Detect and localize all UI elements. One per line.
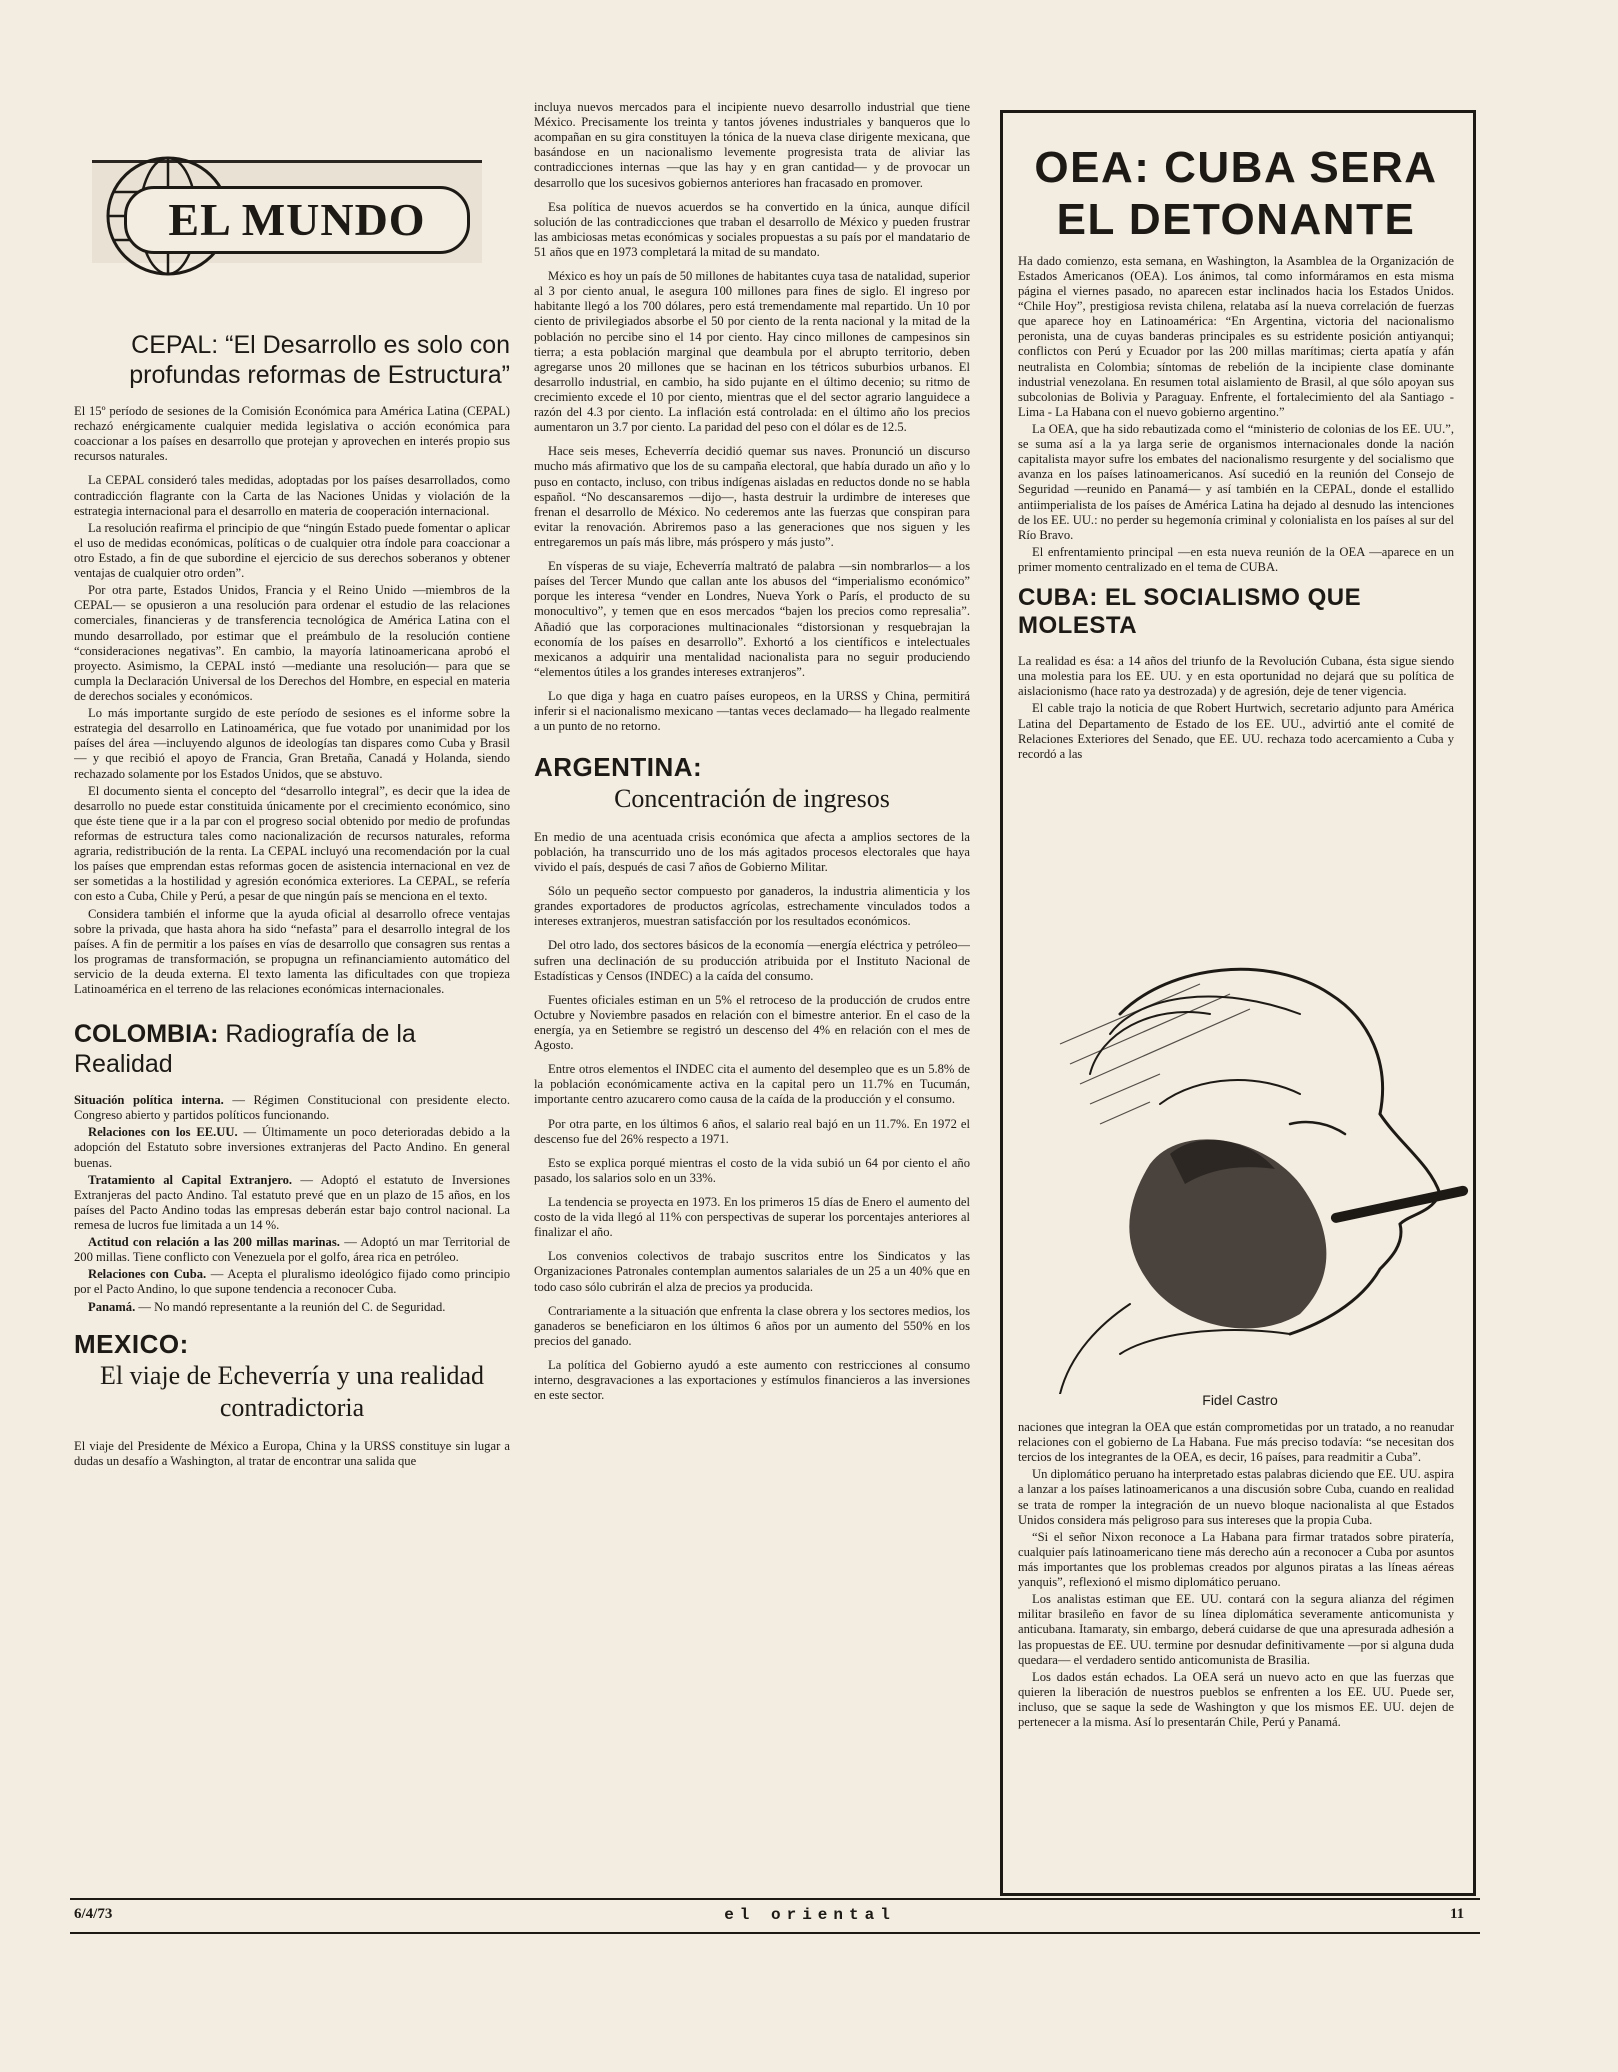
footer-date: 6/4/73: [74, 1906, 113, 1922]
argentina-paragraph: La tendencia se proyecta en 1973. En los primeros 15 días de Enero el aumento del costo de la vida llegó al 11% con perspectivas de superar los porcentajes anteriores al finalizar el año.: [534, 1194, 970, 1240]
column-3-top: [1018, 122, 1454, 922]
cepal-article: [74, 404, 510, 997]
colombia-item: Relaciones con los EE.UU. — Últimamente un poco deterioradas debido a la adopción del Estatuto sobre inversiones extranjeras del Pacto Andino. En general buenas.: [74, 1125, 510, 1170]
mexico-title: MEXICO:: [74, 1328, 189, 1359]
el-mundo-logo: [92, 142, 482, 282]
cepal-title: CEPAL: “El Desarrollo es solo con profundas reformas de Estructura”: [129, 331, 510, 389]
logo-wordmark: EL MUNDO: [124, 186, 470, 254]
argentina-paragraph: Esto se explica porqué mientras el costo de la vida subió un 64 por ciento el año pasado, los salarios solo en un 33%.: [534, 1155, 970, 1185]
cuba-paragraph: naciones que integran la OEA que están comprometidas por un tratado, a no reanudar relaciones con el gobierno de La Habana. Fue más preciso todavía: “se necesitan dos tercios de los integrantes de la OEA, es decir, 16 países, para readmitir a Cuba”.: [1018, 1420, 1454, 1465]
colombia-item: Situación política interna. — Régimen Constitucional con presidente electo. Congreso abierto y partidos políticos funcionando.: [74, 1093, 510, 1123]
colombia-item: Relaciones con Cuba. — Acepta el pluralismo ideológico fijado como principio por el Pacto Andino, lo que supone tendencia a reconocer Cuba.: [74, 1267, 510, 1297]
colombia-item: Actitud con relación a las 200 millas marinas. — Adoptó un mar Territorial de 200 millas. Tiene conflicto con Venezuela por el golfo, área rica en petróleo.: [74, 1235, 510, 1265]
oea-title-line-1: OEA: CUBA SERA: [1034, 143, 1438, 192]
oea-headline: [1018, 142, 1454, 246]
argentina-paragraph: En medio de una acentuada crisis económica que afecta a amplios sectores de la población, ha transcurrido uno de los más agitados procesos electorales que haya vivido el país, después de casi 7 años de Gobierno Militar.: [534, 829, 970, 874]
argentina-paragraph: Por otra parte, en los últimos 6 años, el salario real bajó en un 11.7%. En 1972 el descenso fue del 26% respecto a 1971.: [534, 1116, 970, 1146]
argentina-subtitle: Concentración de ingresos: [614, 784, 890, 814]
cepal-paragraph: El documento sienta el concepto del “desarrollo integral”, es decir que la idea de desarrollo no puede estar constituida únicamente por el crecimiento económico, sino que éste tiene que ir a la par con el progreso social obtenido por medio de profundas reformas de estructura tales como nacionalización de recursos naturales, reforma agraria, redistribución de la renta. La CEPAL incluyó una recomendación por la cual los países que emprendan estas reformas gocen de asistencia internacional en vez de ser sometidas a la hostilidad y agresión económica exteriores. La CEPAL, se refería con esto a Cuba, Chile y Perú, a pesar de que ningún país se menciona en el texto.: [74, 783, 510, 904]
argentina-paragraph: Fuentes oficiales estiman en un 5% el retroceso de la producción de crudos entre Octubre y Noviembre pasados en relación con el bimestre anterior. En el caso de la energía, ya en Setiembre se registró un descenso del 4% en relación con el mes de Agosto.: [534, 992, 970, 1053]
cuba-paragraph: Los dados están echados. La OEA será un nuevo acto en que las fuerzas que quieren la liberación de nuestros pueblos se enfrenten a los EE. UU. Puede ser, incluso, que se saque la sede de Washington y que los mismos EE. UU. dejen de pertenecer a la misma. Así lo presentarán Chile, Perú y Panamá.: [1018, 1669, 1454, 1730]
argentina-paragraph: Los convenios colectivos de trabajo suscritos entre los Sindicatos y las Organizaciones Patronales contemplan aumentos salariales de un 25 a un 40% que en todo caso sólo cubrirán el alza de precios ya producida.: [534, 1249, 970, 1294]
mexico-subtitle: El viaje de Echeverría y una realidad contradictoria: [99, 1360, 485, 1423]
argentina-paragraph: Sólo un pequeño sector compuesto por ganaderos, la industria alimenticia y los grandes exportadores de productos agrícolas, estrechamente vinculados todos a intereses extranjeros, muestran satisfacción por los resultados económicos.: [534, 884, 970, 929]
cuba-paragraph: La realidad es ésa: a 14 años del triunfo de la Revolución Cubana, ésta sigue siendo una molestia para los EE. UU. y en esta oportunidad no dejará que su política de aislacionismo (hace rato ya destrozada) y de agresión, deje de tener vigencia.: [1018, 654, 1454, 699]
column-2: [534, 100, 970, 1890]
footer-publication: el oriental: [724, 1906, 896, 1924]
oea-paragraph: Ha dado comienzo, esta semana, en Washington, la Asamblea de la Organización de Estados Americanos (OEA). Los ánimos, tal como informáramos en esta misma página el viernes pasado, no aparecen estar inclinados hacia los Estados Unidos. “Chile Hoy”, prestigiosa revista chilena, relataba así la nueva correlación de fuerzas que aparece hoy en Latinoamérica: “En Argentina, victoria del nacionalismo peronista, una de cuyas banderas principales es su estridente posición antiyanqui; conflictos con Perú y Ecuador por las 200 millas marítimas; cierta apatía y afán neutralista en Colombia; síntomas de rebelión de la incipiente clase dominante industrial venezolana. En resumen total aislamiento de Brasil, al que sólo apoyan sus subcolonias de Bolivia y Paraguay. Enfrente, el fortalecimiento del ala Santiago - Lima - La Habana con el nuevo gobierno argentino.”: [1018, 253, 1454, 419]
colombia-item: Tratamiento al Capital Extranjero. — Adoptó el estatuto de Inversiones Extranjeras del pacto Andino. Tal estatuto prevé que en un plazo de 15 años, en los países del Pacto Andino todas las empresas deberán estar bajo control nacional. La remesa de lucros fue limitada a un 14 %.: [74, 1172, 510, 1233]
column-1: [74, 330, 510, 1890]
cuba-headline: CUBA: EL SOCIALISMO QUE MOLESTA: [1018, 584, 1362, 640]
cepal-paragraph: La resolución reafirma el principio de que “ningún Estado puede fomentar o aplicar el uso de medidas económicas, políticas o de cualquier otra índole para coaccionar a otro Estado, a fin de que subordine el ejercicio de sus derechos soberanos y obtener ventajas de cualquier otro orden”.: [74, 520, 510, 581]
mexico-paragraph: Hace seis meses, Echeverría decidió quemar sus naves. Pronunció un discurso mucho más afirmativo que los de su campaña electoral, que había durado un año y lo puso en contacto, incluso, con tribus indígenas aisladas en reductos donde no se habla español. “No descansaremos —dijo—, hasta destruir la urdimbre de intereses que frenan el desarrollo de México. No cederemos ante las fuerzas que conspiran para evitar la renovación. Abriremos paso a las generaciones que nos siguen y les entregaremos un país más libre, más próspero y más justo”.: [534, 444, 970, 549]
argentina-paragraph: La política del Gobierno ayudó a este aumento con restricciones al consumo interno, desgravaciones a las exportaciones y estímulos financieros a las inversiones en este sector.: [534, 1357, 970, 1403]
footer-page-number: 11: [1450, 1906, 1465, 1922]
cuba-paragraph: Los analistas estiman que EE. UU. contará con la segura alianza del régimen militar brasileño en favor de su línea diplomática severamente anticomunista y anticubana. Itamaraty, sin embargo, deberá cuidarse de que una apresurada adhesión a las propuestas de EE. UU. termine por desnudar definitivamente —por si alguna duda quedara— el verdadero sentido anticomunista de Brasilia.: [1018, 1592, 1454, 1667]
colombia-title-rest: Radiografía de la Realidad: [74, 1020, 416, 1079]
sketch-caption: Fidel Castro: [1202, 1392, 1278, 1408]
colombia-headline: [74, 1019, 510, 1079]
colombia-item: Panamá. — No mandó representante a la reunión del C. de Seguridad.: [88, 1299, 446, 1314]
colombia-article: [74, 1093, 510, 1315]
argentina-paragraph: Contrariamente a la situación que enfrenta la clase obrera y los sectores medios, los ganaderos se beneficiaron en los últimos 6 años por un aumento del 550% en los precios del ganado.: [534, 1303, 970, 1348]
argentina-title: ARGENTINA:: [534, 752, 703, 783]
cepal-paragraph: Lo más importante surgido de este período de sesiones es el informe sobre la estrategia del desarrollo en Latinoamérica, que fue votado por unanimidad por los países del área —incluyendo algunos de ideologías tan dispares como Cuba y Brasil— y que recibió el apoyo de Francia, Gran Bretaña, Canadá y Holanda, siendo rechazado solamente por los Estados Unidos, que se abstuvo.: [74, 706, 510, 781]
fidel-castro-sketch: [1000, 924, 1474, 1394]
cuba-paragraph: Un diplomático peruano ha interpretado estas palabras diciendo que EE. UU. aspira a lanzar a los países latinoamericanos a una discusión sobre Cuba, cuando en realidad se trata de romper la integración de un nuevo bloque nacionalista al que Estados Unidos considera más peligroso para sus intereses que la propia Cuba.: [1018, 1467, 1454, 1527]
cuba-paragraph: “Si el señor Nixon reconoce a La Habana para firmar tratados sobre piratería, cualquier país latinoamericano tiene más derecho aún a reconocer a Cuba por asuntos más importantes que los problemas creados por algunos piratas a las líneas aéreas yanquis”, reflexionó el mismo diplomático peruano.: [1018, 1529, 1454, 1590]
mexico-paragraph: En vísperas de su viaje, Echeverría maltrató de palabra —sin nombrarlos— a los países del Tercer Mundo que callan ante los abusos del “imperialismo económico” porque les interesa “vender en Londres, Nueva York o París, el producto de su monocultivo”, y temen que en esos mercados “bajen los precios como represalia”. Añadió que las corporaciones multinacionales “distorsionan y resquebrajan la economía de los países en desarrollo”. Exhortó a los científicos e intelectuales mexicanos a adquirir una mentalidad nacionalista para no seguir produciendo “elementos útiles a los grandes intereses extranjeros”.: [534, 559, 970, 679]
oea-paragraph: La OEA, que ha sido rebautizada como el “ministerio de colonias de los EE. UU.”, se suma así a la ya larga serie de organismos internacionales donde la nación capitalista mayor sufre los embates del nacionalismo resurgente y del socialismo que avanza en los países latinoamericanos. Así sucedió en la reunión del Consejo de Seguridad —reunido en Panamá— y así también en la CEPAL, donde el estallido antiimperialista de los países de América Latina ha dejado al desnudo las intenciones de los EE. UU.: no perder su hegemonía criminal y colonialista en los países al sur del Río Bravo.: [1018, 422, 1454, 542]
oea-paragraph: El enfrentamiento principal —en esta nueva reunión de la OEA —aparece en un primer momento centralizado en el tema de CUBA.: [1018, 544, 1454, 574]
footer-rule-bottom: [70, 1932, 1480, 1934]
footer-rule-top: [70, 1898, 1480, 1900]
argentina-paragraph: Del otro lado, dos sectores básicos de la economía —energía eléctrica y petróleo— sufren una declinación de su producción atribuida por el Instituto Nacional de Estadísticas y Censos (INDEC) a la caída del consumo.: [534, 938, 970, 983]
mexico-lead: El viaje del Presidente de México a Europa, China y la URSS constituye sin lugar a dudas un desafío a Washington, al tratar de encontrar una salida que: [74, 1438, 510, 1468]
mexico-paragraph: Lo que diga y haga en cuatro países europeos, en la URSS y China, permitirá inferir si el nacionalismo mexicano —tantas veces declamado— ha llegado realmente a un punto de no retorno.: [534, 688, 970, 734]
mexico-paragraph: Esa política de nuevos acuerdos se ha convertido en la única, aunque difícil solución de las contradicciones que traban el desarrollo de México y pueden frustrar las ambiciosas metas económicas y sociales propuestas a su país por el mandatario de 51 años que en 1973 completará la mitad de su mandato.: [534, 199, 970, 259]
cepal-paragraph: Por otra parte, Estados Unidos, Francia y el Reino Unido —miembros de la CEPAL— se opusieron a una resolución para ordenar el estudio de las relaciones comerciales, financieras y de transferencia tecnológica de América Latina con el mundo desarrollado, por estimar que el preámbulo de la resolución contiene “consideraciones negativas”. En cambio, la mayoría latinoamericana aprobó el proyecto. Asimismo, la CEPAL instó —mediante una resolución— para que se cumpla la Declaración Universal de los Derechos del Hombre, en especial en materia de derechos sociales y económicos.: [74, 583, 510, 703]
cepal-paragraph: La CEPAL consideró tales medidas, adoptadas por los países desarrollados, como contradicción flagrante con la Carta de las Naciones Unidas y violación de la estrategia internacional para el desarrollo en materia de cooperación internacional.: [74, 473, 510, 518]
column-3-bottom: [1018, 1420, 1454, 1886]
mexico-paragraph: incluya nuevos mercados para el incipiente nuevo desarrollo industrial que tiene México. Precisamente los treinta y tantos jóvenes industriales y banqueros que lo acompañan en su gira constituyen la tónica de la nueva clase dirigente mexicana, que basándose en un nacionalismo levemente progresista trata de aliviar las contradicciones internas —que las hay y en gran cantidad— y de provocar un desarrollo que los sucesivos gobiernos anteriores han fracasado en promover.: [534, 100, 970, 190]
oea-title-line-2: EL DETONANTE: [1056, 194, 1416, 244]
colombia-title-bold: COLOMBIA:: [74, 1020, 219, 1049]
cepal-headline: [74, 330, 510, 390]
cepal-paragraph: Considera también el informe que la ayuda oficial al desarrollo ofrece ventajas sobre la privada, que hasta ahora ha sido “nefasta” para el desarrollo integral de los países. A fin de permitir a los países en vías de desarrollo que consagren sus rentas a los programas de transformación, se propugna un refinanciamiento automático del servicio de la deuda externa. El texto lamenta las dificultades con que tropieza Latinoamérica en el terreno de las relaciones económicas internacionales.: [74, 906, 510, 997]
cepal-paragraph: El 15º período de sesiones de la Comisión Económica para América Latina (CEPAL) rechazó enérgicamente cualquier medida legislativa o acción económica para coaccionar a los países en desarrollo que protejan y aprovechen en interés propio sus recursos naturales.: [74, 404, 510, 464]
mexico-paragraph: México es hoy un país de 50 millones de habitantes cuya tasa de natalidad, superior al 3 por ciento anual, le asegura 100 millones para fines de siglo. El ingreso por habitante llegó a los 700 dólares, pero está tremendamente mal repartido. Un 10 por ciento de privilegiados absorbe el 50 por ciento de la renta nacional y la mitad de la población no percibe sino el 14 por ciento. Hay cinco millones de campesinos sin tierra; a esta población marginal que deambula por el abrupto territorio, deben agregarse unos 20 millones que se hacinan en los tétricos suburbios urbanos. El desarrollo industrial, en cambio, ha sido pujante en el último decenio; su ritmo de crecimiento excede el 10 por ciento, mientras que el del sector agrario languidece a razón del 4.3 por ciento. La inflación está controlada: en el último año los precios aumentaron un 3.7 por ciento. La paridad del peso con el dólar es de 12.5.: [534, 269, 970, 435]
cuba-paragraph: El cable trajo la noticia de que Robert Hurtwich, secretario adjunto para América Latina del Departamento de Estado de los EE. UU., advirtió ante el comité de Relaciones Exteriores del Senado, que EE. UU. rechaza todo acercamiento a Cuba y recordó a las: [1018, 701, 1454, 761]
argentina-paragraph: Entre otros elementos el INDEC cita el aumento del desempleo que es un 5.8% de la población económicamente activa en la capital pero un 11.7% en Tucumán, importante centro azucarero como causa de la caída de la producción y el consumo.: [534, 1062, 970, 1107]
